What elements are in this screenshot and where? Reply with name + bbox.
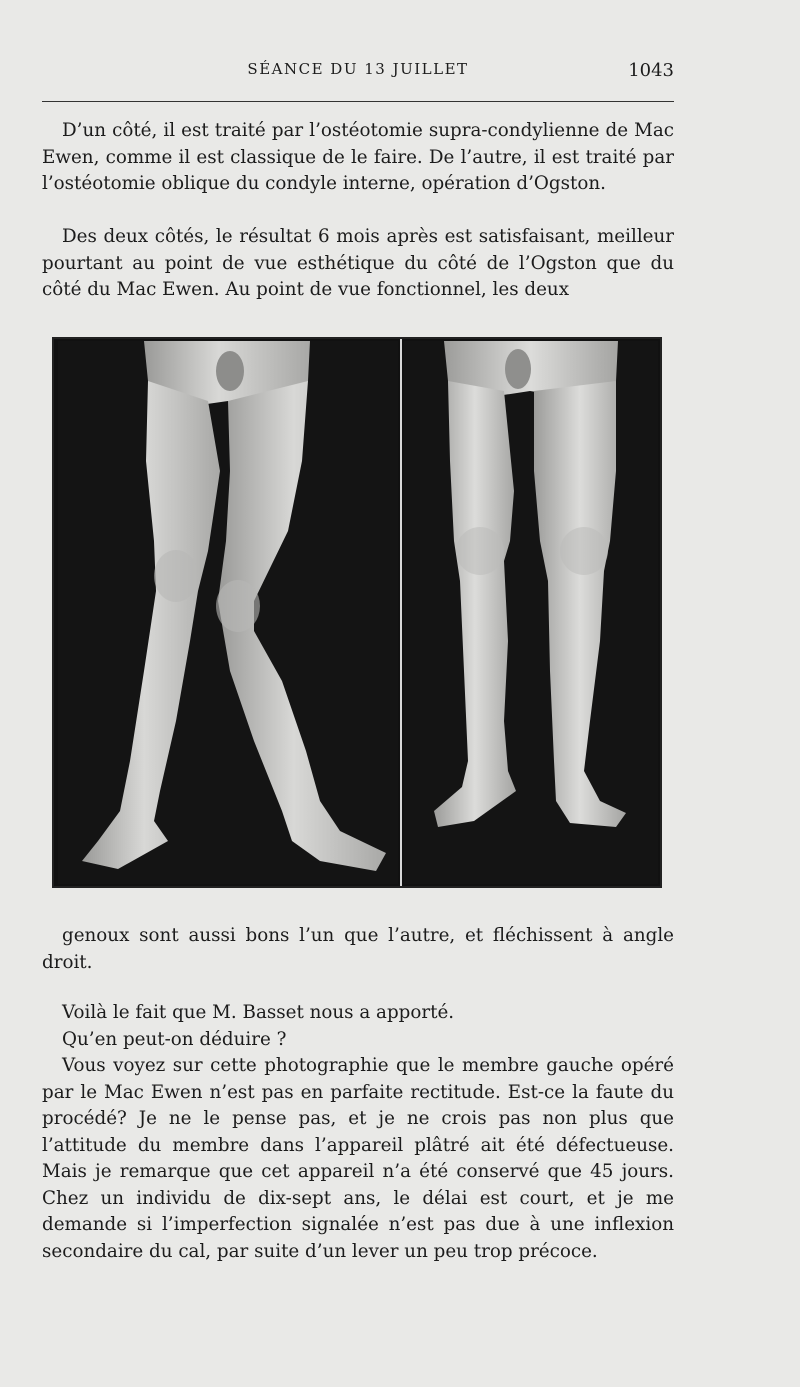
running-head-title: SÉANCE DU 13 JUILLET — [247, 60, 469, 78]
photograph-left-mac-ewen — [58, 341, 398, 884]
paragraph-4: Voilà le fait que M. Basset nous a apporté. — [62, 1002, 455, 1023]
paragraph-1: D’un côté, il est traité par l’ostéotomie supra-condylienne de Mac Ewen, comme il est classique de le faire. De l’autre, il est traité par l’ostéotomie oblique du condyle interne, opération d’Ogston. — [42, 120, 674, 194]
figure-divider — [400, 339, 402, 886]
paragraph-2: Des deux côtés, le résultat 6 mois après est satisfaisant, meilleur pourtant au point de vue esthétique du côté de l’Ogston que du côté du Mac Ewen. Au point de vue fonctionnel, les deux — [42, 226, 674, 300]
paragraph-6: Vous voyez sur cette photographie que le membre gauche opéré par le Mac Ewen n’est pas en parfaite rectitude. Est-ce la faute du procédé? Je ne le pense pas, et je ne crois pas non plus que l’attitude du membre dans l’appareil plâtré ait été défectueuse. Mais je remarque que cet appareil n’a été conservé que 45 jours. Chez un individu de dix-sept ans, le délai est court, et je me demande si l’imperfection signalée n’est pas due à une inflexion secondaire du cal, par suite d’un lever un peu trop précoce. — [42, 1055, 674, 1262]
paragraph-3: genoux sont aussi bons l’un que l’autre, et fléchissent à angle droit. — [42, 925, 674, 973]
header-rule — [42, 101, 674, 102]
running-head — [42, 60, 674, 84]
leg-photographs-figure — [52, 337, 662, 888]
page-number: 1043 — [628, 60, 674, 81]
paragraph-5: Qu’en peut-on déduire ? — [62, 1029, 287, 1050]
photograph-right-ogston — [404, 341, 658, 884]
